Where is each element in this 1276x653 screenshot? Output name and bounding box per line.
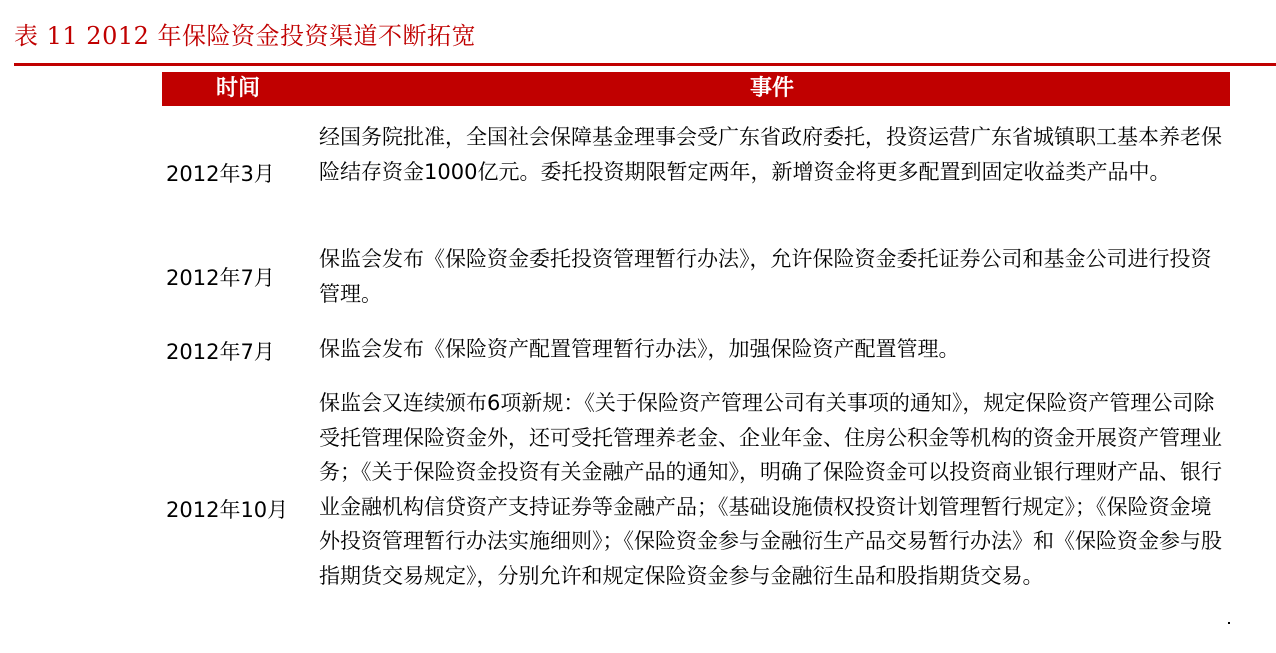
row-event: 保监会发布《保险资金委托投资管理暂行办法》，允许保险资金委托证券公司和基金公司进行投资管理。 — [319, 247, 1212, 306]
row-time: 2012年3月 — [166, 162, 275, 186]
row-time: 2012年7月 — [166, 266, 275, 290]
table-row — [162, 386, 1230, 631]
caption-divider — [14, 63, 1276, 66]
header-time: 时间 — [215, 76, 260, 101]
row-event: 经国务院批准，全国社会保障基金理事会受广东省政府委托，投资运营广东省城镇职工基本养老保险结存资金1000亿元。委托投资期限暂定两年，新增资金将更多配置到固定收益类产品中。 — [319, 125, 1222, 184]
row-time: 2012年10月 — [166, 498, 289, 522]
header-event: 事件 — [749, 76, 794, 101]
decorative-dot — [1228, 622, 1230, 624]
table-caption: 表 11 2012 年保险资金投资渠道不断拓宽 — [14, 22, 477, 50]
table-header — [162, 72, 1230, 106]
row-event: 保监会发布《保险资产配置管理暂行办法》，加强保险资产配置管理。 — [319, 337, 960, 361]
row-event: 保监会又连续颁布6项新规：《关于保险资产管理公司有关事项的通知》，规定保险资产管理公司除受托管理保险资金外，还可受托管理养老金、企业年金、住房公积金等机构的资金开展资产管理业务；《关于保险资金投资有关金融产品的通知》，明确了保险资金可以投资商业银行理财产品、银行业金融机构信贷资产支持证券等金融产品；《基础设施债权投资计划管理暂行规定》；《保险资金境外投资管理暂行办法实施细则》；《保险资金参与金融衍生产品交易暂行办法》和《保险资金参与股指期货交易规定》，分别允许和规定保险资金参与金融衍生品和股指期货交易。 — [319, 391, 1222, 588]
table-row — [162, 332, 1230, 368]
row-time: 2012年7月 — [166, 340, 275, 364]
table-row — [162, 242, 1230, 312]
table-row — [162, 120, 1230, 228]
